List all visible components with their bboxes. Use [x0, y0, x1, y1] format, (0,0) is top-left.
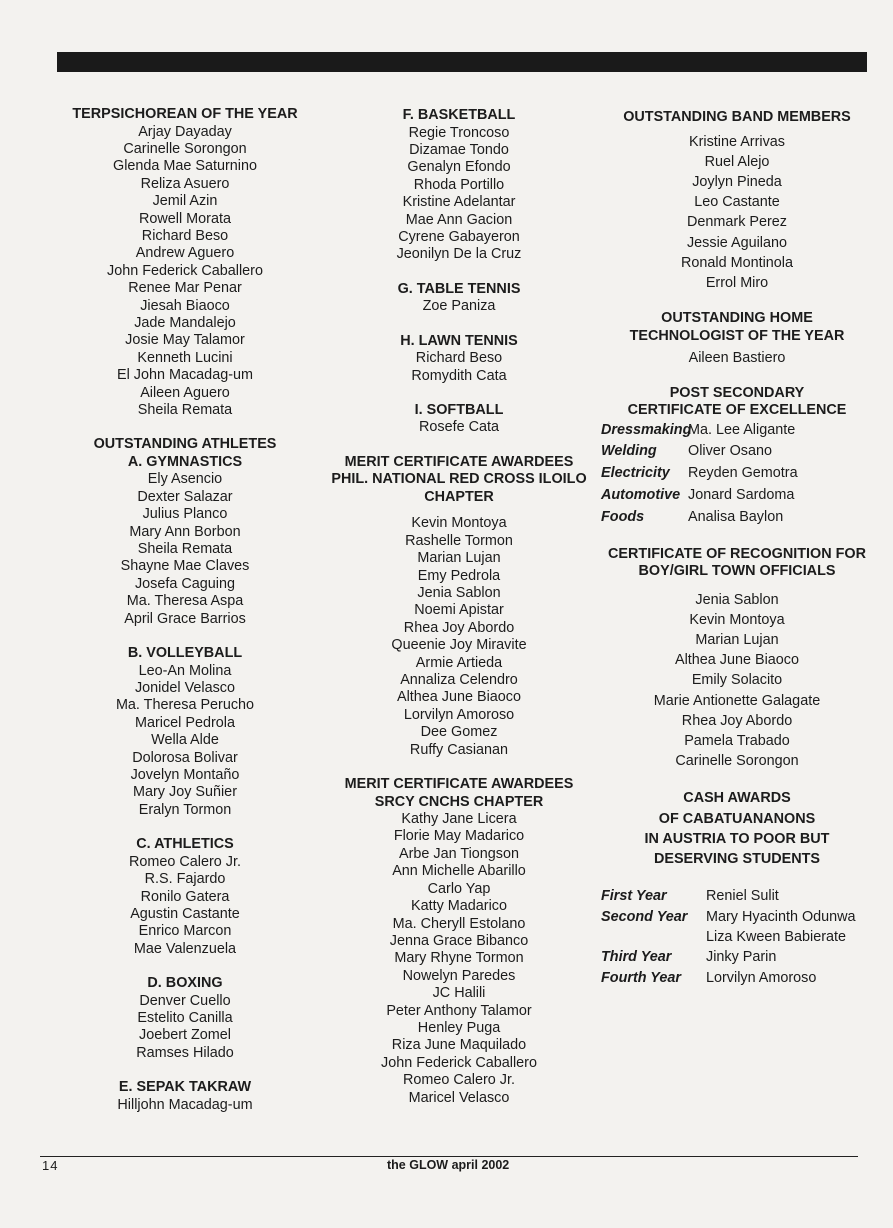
terpsichorean-list — [65, 124, 305, 420]
list-item: Jenna Grace Bibanco — [389, 932, 529, 949]
list-item: Joylyn Pineda — [692, 173, 782, 190]
heading-line: BOY/GIRL TOWN OFFICIALS — [638, 563, 836, 580]
list-item: Annaliza Celendro — [400, 672, 518, 689]
list-item: Ruel Alejo — [704, 153, 770, 170]
home-tech-list — [601, 350, 873, 367]
recognition-list — [601, 590, 873, 772]
top-black-bar — [57, 52, 867, 72]
list-item: John Federick Caballero — [107, 262, 263, 279]
award-row — [601, 420, 873, 442]
award-recipient: Lorvilyn Amoroso — [706, 969, 817, 986]
award-category: Foods — [601, 508, 645, 525]
list-item: Genalyn Efondo — [407, 159, 511, 176]
list-item: Ma. Cheryll Estolano — [392, 915, 526, 932]
list-item: Joebert Zomel — [139, 1027, 231, 1044]
list-item: Kristine Adelantar — [402, 194, 516, 211]
heading-line: CERTIFICATE OF EXCELLENCE — [627, 402, 847, 419]
heading-line: TECHNOLOGIST OF THE YEAR — [629, 327, 845, 344]
list-item: Mae Valenzuela — [133, 940, 237, 957]
award-row — [601, 947, 873, 967]
list-item: Mary Ann Borbon — [129, 523, 241, 540]
table-tennis-list — [320, 298, 598, 315]
softball-heading: I. SOFTBALL — [414, 401, 504, 418]
list-item: Mary Joy Suñier — [133, 784, 237, 801]
basketball-list — [320, 125, 598, 264]
list-item: Josefa Caguing — [134, 575, 235, 592]
list-item: Reliza Asuero — [140, 175, 230, 192]
list-item: Peter Anthony Talamor — [386, 1002, 532, 1019]
list-item: Leo Castante — [694, 194, 780, 211]
list-item: R.S. Fajardo — [144, 871, 226, 888]
list-item: Dexter Salazar — [137, 488, 233, 505]
list-item: Jessie Aguilano — [686, 234, 787, 251]
list-item: Leo-An Molina — [138, 662, 232, 679]
list-item: Mary Rhyne Tormon — [394, 950, 524, 967]
list-item: Jade Mandalejo — [134, 314, 236, 331]
boxing-list — [65, 993, 305, 1063]
list-item: Emy Pedrola — [417, 567, 501, 584]
post-secondary-table — [601, 420, 873, 529]
list-item: Carinelle Sorongon — [675, 753, 799, 770]
list-item: El John Macadag-um — [117, 367, 253, 384]
list-item: Ramses Hilado — [136, 1044, 234, 1061]
list-item: Rosefe Cata — [419, 419, 499, 436]
list-item: Aileen Aguero — [140, 384, 230, 401]
list-item: Jovelyn Montaño — [130, 767, 240, 783]
heading-line: IN AUSTRIA TO POOR BUT — [644, 830, 830, 847]
list-item: Jemil Azin — [152, 193, 218, 210]
list-item: Marie Antionette Galagate — [653, 692, 821, 709]
list-item: Pamela Trabado — [684, 732, 790, 749]
column-left — [65, 106, 305, 1114]
award-category: Welding — [601, 443, 657, 460]
list-item: Noemi Apistar — [414, 602, 504, 619]
basketball-heading: F. BASKETBALL — [402, 107, 516, 123]
list-item: Lorvilyn Amoroso — [403, 706, 515, 723]
award-recipient: Ma. Lee Aligante — [688, 421, 796, 438]
list-item: Rashelle Tormon — [405, 532, 513, 549]
list-item: Jeonilyn De la Cruz — [396, 246, 522, 263]
band-list — [601, 132, 873, 294]
list-item: Ann Michelle Abarillo — [392, 863, 526, 880]
award-row — [601, 927, 873, 947]
list-item: Estelito Canilla — [137, 1010, 233, 1027]
list-item: Katty Madarico — [411, 898, 507, 915]
award-recipient: Jonard Sardoma — [688, 486, 795, 503]
list-item: Rhoda Portillo — [413, 176, 505, 193]
volleyball-heading: B. VOLLEYBALL — [127, 645, 243, 662]
list-item: Richard Beso — [415, 350, 503, 367]
heading-line: DESERVING STUDENTS — [653, 850, 821, 867]
list-item: Romeo Calero Jr. — [403, 1072, 515, 1089]
gymnastics-list — [65, 471, 305, 628]
award-category — [601, 927, 706, 947]
list-item: Zoe Paniza — [422, 298, 496, 315]
list-item: April Grace Barrios — [124, 610, 246, 627]
list-item: Ruffy Casianan — [409, 741, 509, 758]
list-item: Andrew Aguero — [135, 245, 235, 262]
list-item: Arjay Dayaday — [138, 123, 232, 140]
list-item: Carlo Yap — [427, 880, 491, 897]
list-item: Emily Solacito — [691, 672, 783, 689]
list-item: Kevin Montoya — [411, 515, 507, 532]
list-item: Armie Artieda — [415, 654, 503, 671]
list-item: Rhea Joy Abordo — [403, 619, 515, 636]
award-category: Dressmaking — [601, 421, 692, 438]
column-middle — [320, 107, 598, 1107]
list-item: Sheila Remata — [137, 541, 233, 558]
heading-line: CERTIFICATE OF RECOGNITION FOR — [608, 545, 866, 562]
post-secondary-heading — [601, 385, 873, 420]
award-category: First Year — [601, 888, 667, 905]
heading-line: CASH AWARDS — [683, 790, 791, 807]
athletes-heading: OUTSTANDING ATHLETES — [93, 436, 277, 453]
athletics-heading: C. ATHLETICS — [136, 836, 234, 853]
red-cross-list — [320, 515, 598, 759]
list-item: Denver Cuello — [139, 992, 231, 1009]
award-category: Fourth Year — [601, 969, 681, 986]
list-item: Renee Mar Penar — [128, 280, 242, 297]
award-recipient: Reniel Sulit — [706, 888, 779, 905]
list-item: Marian Lujan — [417, 550, 501, 567]
list-item: Maricel Velasco — [408, 1089, 510, 1106]
athletics-list — [65, 854, 305, 958]
heading-line: MERIT CERTIFICATE AWARDEES — [344, 453, 574, 470]
gymnastics-heading: A. GYMNASTICS — [127, 453, 243, 470]
award-category: Second Year — [601, 908, 688, 925]
home-tech-heading — [601, 310, 873, 345]
volleyball-list — [65, 663, 305, 820]
list-item: Henley Puga — [417, 1019, 501, 1036]
cash-awards-table — [601, 886, 873, 988]
award-recipient: Mary Hyacinth Odunwa — [706, 908, 856, 925]
award-recipient: Analisa Baylon — [688, 508, 784, 525]
list-item: Arbe Jan Tiongson — [398, 845, 519, 862]
list-item: Agustin Castante — [130, 905, 240, 922]
list-item: Jenia Sablon — [695, 591, 779, 608]
award-recipient: Oliver Osano — [688, 443, 772, 460]
list-item: Maricel Pedrola — [135, 714, 235, 731]
award-recipient: Reyden Gemotra — [688, 465, 798, 482]
boxing-heading: D. BOXING — [147, 975, 223, 992]
award-row — [601, 485, 873, 507]
list-item: Queenie Joy Miravite — [391, 637, 527, 654]
heading-line: POST SECONDARY — [669, 384, 805, 401]
award-category: Third Year — [601, 949, 672, 966]
list-item: Althea June Biaoco — [674, 652, 799, 669]
list-item: John Federick Caballero — [381, 1054, 537, 1071]
list-item: Wella Alde — [151, 732, 219, 749]
award-category: Electricity — [601, 465, 670, 482]
lawn-tennis-heading: H. LAWN TENNIS — [400, 332, 518, 349]
band-heading: OUTSTANDING BAND MEMBERS — [623, 109, 851, 125]
list-item: Josie May Talamor — [125, 332, 245, 349]
list-item: Kenneth Lucini — [137, 349, 233, 366]
list-item: Nowelyn Paredes — [402, 967, 516, 984]
list-item: Richard Beso — [141, 227, 229, 244]
award-row — [601, 907, 873, 927]
list-item: Hilljohn Macadag-um — [117, 1096, 253, 1113]
list-item: Ma. Theresa Perucho — [115, 697, 255, 714]
heading-line: OUTSTANDING HOME — [661, 310, 813, 327]
award-row — [601, 441, 873, 463]
list-item: Rowell Morata — [139, 210, 231, 227]
list-item: Ma. Theresa Aspa — [126, 593, 244, 610]
list-item: Althea June Biaoco — [396, 689, 521, 706]
heading-line: MERIT CERTIFICATE AWARDEES — [344, 776, 574, 793]
list-item: Dizamae Tondo — [409, 141, 509, 158]
list-item: Julius Planco — [142, 506, 228, 523]
red-cross-heading — [320, 454, 598, 507]
list-item: Ronald Montinola — [681, 254, 793, 271]
award-row — [601, 968, 873, 988]
terpsichorean-heading: TERPSICHOREAN OF THE YEAR — [72, 106, 298, 122]
list-item: Cyrene Gabayeron — [398, 228, 520, 245]
column-right — [601, 109, 873, 988]
award-row — [601, 463, 873, 485]
list-item: Carinelle Sorongon — [123, 140, 247, 157]
list-item: Shayne Mae Claves — [120, 558, 250, 575]
publication-title: the GLOW april 2002 — [387, 1158, 510, 1172]
list-item: Kristine Arrivas — [689, 133, 785, 150]
page-number: 14 — [42, 1158, 59, 1173]
cash-awards-heading — [601, 788, 873, 869]
srcy-heading — [320, 776, 598, 811]
list-item: Dee Gomez — [420, 724, 498, 741]
list-item: Jiesah Biaoco — [140, 297, 230, 314]
list-item: Riza June Maquilado — [391, 1037, 527, 1054]
heading-line: OF CABATUANANONS — [658, 810, 816, 827]
list-item: Jonidel Velasco — [134, 679, 235, 696]
list-item: Dolorosa Bolivar — [132, 749, 238, 766]
list-item: Aileen Bastiero — [688, 350, 786, 367]
list-item: Kathy Jane Licera — [401, 811, 517, 828]
award-row — [601, 886, 873, 906]
heading-line: CHAPTER — [424, 488, 494, 505]
footer-rule — [40, 1156, 858, 1157]
list-item: Glenda Mae Saturnino — [113, 158, 257, 175]
list-item: Sheila Remata — [137, 402, 233, 418]
sepak-takraw-heading: E. SEPAK TAKRAW — [118, 1079, 252, 1096]
award-category: Automotive — [601, 486, 681, 503]
heading-line: SRCY CNCHS CHAPTER — [374, 793, 544, 810]
heading-line: PHIL. NATIONAL RED CROSS ILOILO — [331, 471, 587, 488]
award-row — [601, 507, 873, 529]
list-item: Regie Troncoso — [408, 124, 510, 141]
list-item: Mae Ann Gacion — [405, 211, 513, 228]
list-item: Errol Miro — [705, 274, 769, 291]
list-item: Florie May Madarico — [393, 828, 525, 845]
list-item: JC Halili — [432, 985, 486, 1002]
list-item: Romeo Calero Jr. — [129, 853, 241, 870]
sepak-takraw-list — [65, 1097, 305, 1114]
award-recipient: Liza Kween Babierate — [706, 928, 846, 945]
list-item: Rhea Joy Abordo — [681, 712, 793, 729]
list-item: Romydith Cata — [411, 367, 507, 384]
list-item: Ely Asencio — [147, 471, 223, 488]
list-item: Denmark Perez — [687, 214, 787, 231]
list-item: Marian Lujan — [695, 631, 779, 648]
list-item: Kevin Montoya — [689, 611, 785, 628]
award-recipient: Jinky Parin — [706, 949, 777, 966]
recognition-heading — [601, 546, 873, 581]
list-item: Jenia Sablon — [417, 585, 501, 601]
lawn-tennis-list — [320, 350, 598, 385]
list-item: Ronilo Gatera — [140, 888, 230, 905]
table-tennis-heading: G. TABLE TENNIS — [397, 280, 521, 297]
srcy-list — [320, 811, 598, 1107]
list-item: Eralyn Tormon — [138, 801, 232, 818]
list-item: Enrico Marcon — [138, 923, 232, 940]
softball-list — [320, 419, 598, 436]
